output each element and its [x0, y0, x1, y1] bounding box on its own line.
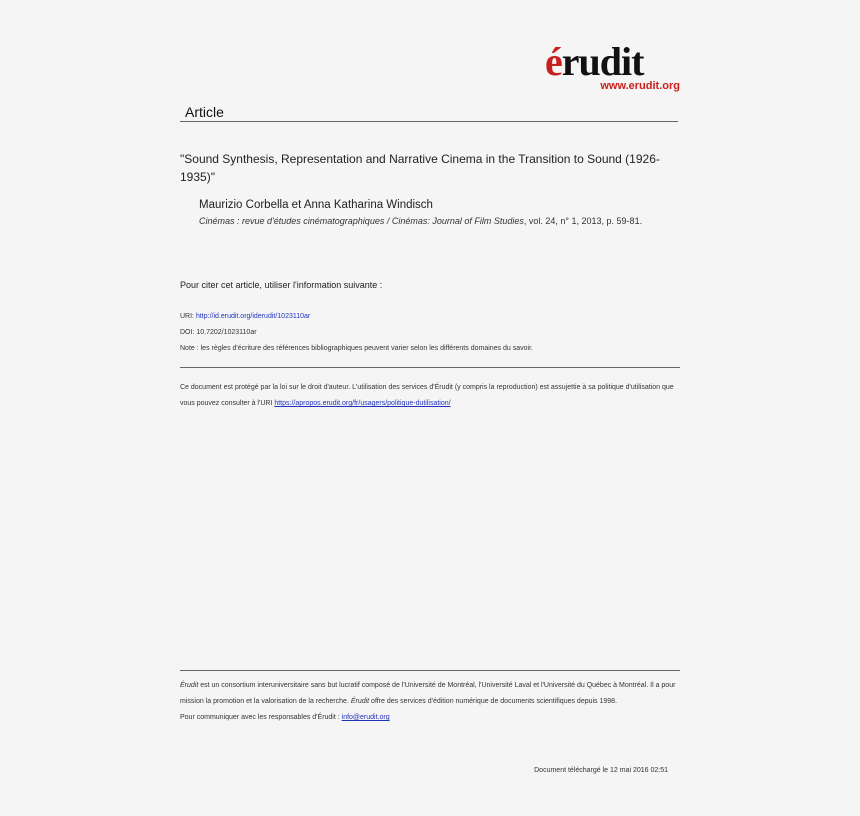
uri-line — [180, 313, 310, 320]
cite-intro: Pour citer cet article, utiliser l'information suivante : — [180, 280, 383, 290]
footer-text-2: offre des services d'édition numérique de documents scientifiques depuis 1998. — [369, 698, 618, 705]
footer-divider — [180, 670, 680, 671]
logo-url: www.erudit.org — [600, 80, 680, 92]
contact-text: Pour communiquer avec les responsables d'Érudit : — [180, 714, 342, 721]
journal-name: Cinémas : revue d'études cinématographiques / Cinémas: Journal of Film Studies — [199, 216, 524, 226]
header-divider — [180, 121, 678, 122]
download-timestamp: Document téléchargé le 12 mai 2016 02:51 — [534, 767, 668, 774]
erudit-name-2: Érudit — [350, 698, 370, 705]
logo-accent-letter: é — [545, 39, 562, 84]
journal-details: , vol. 24, n° 1, 2013, p. 59-81. — [523, 216, 643, 226]
erudit-name: Érudit — [180, 682, 199, 689]
citation-note: Note : les règles d'écriture des références bibliographiques peuvent varier selon les différents domaines du savoir. — [180, 345, 533, 352]
section-label: Article — [185, 104, 224, 120]
rights-divider — [180, 367, 680, 368]
consortium-footer — [180, 678, 680, 726]
rights-text: Ce document est protégé par la loi sur le droit d'auteur. L'utilisation des services d'Érudit (y compris la reproduction) est assujettie à sa politique d'utilisation que vous pouvez consulter à l'URI — [180, 384, 674, 407]
rights-notice — [180, 380, 680, 412]
article-title: "Sound Synthesis, Representation and Narrative Cinema in the Transition to Sound (1926-1935)" — [180, 152, 660, 184]
contact-email-link[interactable]: info@erudit.org — [341, 714, 390, 721]
uri-label: URI: — [180, 313, 196, 320]
journal-citation — [199, 216, 642, 226]
logo-wordmark — [545, 38, 643, 86]
article-authors: Maurizio Corbella et Anna Katharina Windisch — [199, 199, 433, 211]
policy-link[interactable]: https://apropos.erudit.org/fr/usagers/politique-dutilisation/ — [274, 400, 451, 407]
erudit-logo[interactable] — [545, 39, 680, 98]
logo-word-rest: rudit — [561, 39, 644, 84]
footer-text-1: est un consortium interuniversitaire sans but lucratif composé de l'Université de Montréal, l'Université Laval et l'Université du Québec à Montréal. Il a pour mission la promotion et la valorisation de la recherche. — [180, 682, 676, 705]
doi-line: DOI: 10.7202/1023110ar — [180, 329, 257, 336]
uri-link[interactable]: http://id.erudit.org/iderudit/1023110ar — [195, 313, 311, 320]
